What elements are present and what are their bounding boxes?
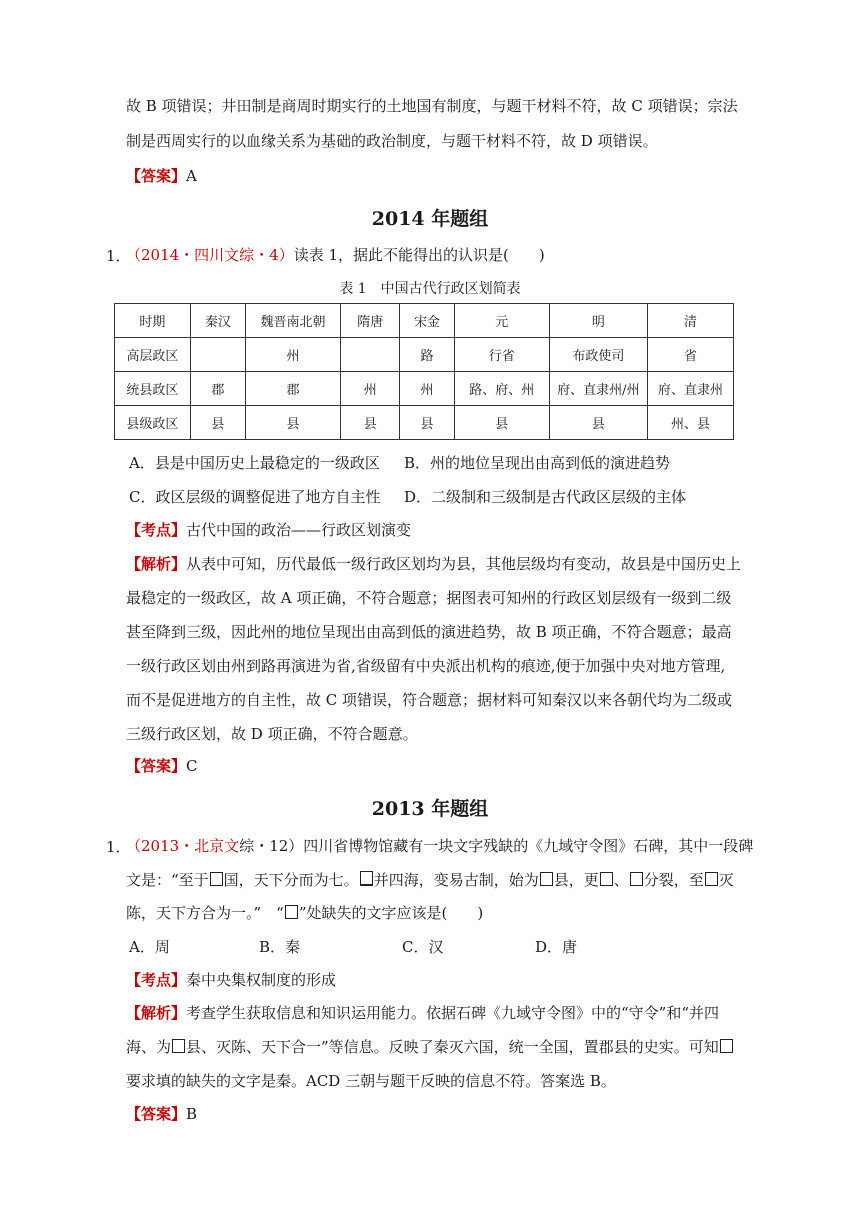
table-cell: 州	[400, 372, 454, 406]
missing-char-box	[630, 872, 643, 886]
option-a: A．县是中国历史上最稳定的一级政区	[129, 454, 380, 472]
table-cell: 县	[400, 406, 454, 440]
table-cell	[190, 338, 245, 372]
table-cell: 布政使司	[549, 338, 647, 372]
missing-char-box	[705, 872, 718, 886]
answer-line	[126, 1104, 197, 1124]
analysis-line	[126, 1037, 734, 1057]
analysis-continued-line: 故 B 项错误；井田制是商周时期实行的土地国有制度，与题干材料不符，故 C 项错误；宗法	[126, 97, 738, 115]
table-cell: 县	[190, 406, 245, 440]
question-text: 县，更	[553, 871, 599, 889]
analysis-tag: 【解析】	[126, 1004, 187, 1022]
section-heading-2013: 2013 年题组	[371, 798, 489, 820]
table-cell: 州、县	[647, 406, 733, 440]
table-row	[115, 406, 734, 440]
analysis-text: 从表中可知，历代最低一级行政区划均为县，其他层级均有变动，故县是中国历史上	[186, 555, 742, 573]
question-text: ”处缺失的文字应该是( )	[298, 904, 484, 922]
question-text: 文是：“至于	[126, 871, 209, 889]
table-cell: 郡	[190, 372, 245, 406]
table-cell: 路、府、州	[454, 372, 549, 406]
table-cell: 县级政区	[115, 406, 191, 440]
question-stem	[126, 836, 753, 856]
option-a: A．周	[129, 938, 170, 956]
question-source: （2013・北京文	[126, 837, 240, 855]
option-d: D．二级制和三级制是古代政区层级的主体	[404, 488, 687, 506]
table-cell: 县	[341, 406, 400, 440]
analysis-continued-line: 制是西周实行的以血缘关系为基础的政治制度，与题干材料不符，故 D 项错误。	[126, 132, 658, 150]
admin-division-table	[114, 303, 734, 440]
table-header-cell: 宋金	[400, 304, 454, 338]
table-header-cell: 清	[647, 304, 733, 338]
answer-line	[126, 756, 198, 776]
exam-point-text: 秦中央集权制度的形成	[186, 971, 337, 989]
missing-char-box	[720, 1039, 733, 1053]
question-source-cont: 综・12）	[239, 837, 304, 855]
analysis-text: 县、灭陈、天下合一”等信息。反映了秦灭六国，统一全国，置郡县的史实。可知	[186, 1038, 719, 1056]
table-cell: 郡	[245, 372, 340, 406]
option-d: D．唐	[535, 938, 578, 956]
missing-char-box	[172, 1039, 185, 1053]
exam-point-tag: 【考点】	[126, 521, 187, 539]
table-row	[115, 338, 734, 372]
table-header-cell: 隋唐	[341, 304, 400, 338]
analysis-line	[126, 1003, 719, 1023]
table-cell: 统县政区	[115, 372, 191, 406]
question-text: 陈，天下方合为一。” “	[126, 904, 284, 922]
analysis-line: 而不是促进地方的自主性，故 C 项错误，符合题意；据材料可知秦汉以来各朝代均为二级或	[126, 691, 733, 709]
answer-tag: 【答案】	[126, 1105, 187, 1123]
analysis-line: 一级行政区划由州到路再演进为省,省级留有中央派出机构的痕迹,便于加强中央对地方管理,	[126, 657, 726, 675]
question-text: 读表 1，据此不能得出的认识是( )	[293, 246, 545, 264]
table-cell: 路	[400, 338, 454, 372]
answer-tag: 【答案】	[126, 167, 187, 185]
question-text: 四川省博物馆藏有一块文字残缺的《九域守令图》石碑，其中一段碑	[303, 837, 754, 855]
question-text: 国，天下分而为七。	[223, 871, 359, 889]
question-source: （2014・四川文综・4）	[126, 246, 294, 264]
analysis-text: 海、为	[126, 1038, 172, 1056]
table-cell: 省	[647, 338, 733, 372]
table-cell: 县	[454, 406, 549, 440]
answer-value: C	[186, 757, 198, 775]
table-cell: 州	[341, 372, 400, 406]
question-stem	[126, 245, 545, 265]
table-caption: 表 1 中国古代行政区划简表	[339, 281, 521, 297]
exam-point-text: 古代中国的政治——行政区划演变	[186, 521, 412, 539]
option-b: B．秦	[259, 938, 301, 956]
question-text: 、	[613, 871, 629, 889]
question-number: 1．	[106, 838, 131, 856]
table-cell: 府、直隶州	[647, 372, 733, 406]
answer-line	[126, 166, 197, 186]
option-c: C．汉	[402, 938, 444, 956]
missing-char-box	[360, 871, 373, 886]
section-heading-2014: 2014 年题组	[371, 208, 489, 230]
table-header-cell: 元	[454, 304, 549, 338]
table-header-cell: 明	[549, 304, 647, 338]
analysis-line: 最稳定的一级政区，故 A 项正确，不符合题意；据图表可知州的行政区划层级有一级到二级	[126, 589, 732, 607]
answer-tag: 【答案】	[126, 757, 187, 775]
option-c: C．政区层级的调整促进了地方自主性	[129, 488, 381, 506]
table-cell: 高层政区	[115, 338, 191, 372]
question-text: 灭	[718, 871, 734, 889]
table-header-cell: 魏晋南北朝	[245, 304, 340, 338]
table-cell: 县	[549, 406, 647, 440]
exam-point-tag: 【考点】	[126, 971, 187, 989]
question-text: 分裂，至	[643, 871, 704, 889]
missing-char-box	[285, 905, 298, 919]
table-cell: 行省	[454, 338, 549, 372]
table-row	[115, 372, 734, 406]
answer-value: A	[186, 167, 197, 185]
missing-char-box	[210, 872, 223, 886]
table-header-cell: 时期	[115, 304, 191, 338]
option-b: B．州的地位呈现出由高到低的演进趋势	[404, 454, 671, 472]
analysis-line: 甚至降到三级，因此州的地位呈现出由高到低的演进趋势，故 B 项正确，不符合题意；最高	[126, 623, 732, 641]
table-header-row	[115, 304, 734, 338]
analysis-line: 三级行政区划，故 D 项正确，不符合题意。	[126, 725, 418, 743]
exam-point-line	[126, 970, 336, 990]
missing-char-box	[600, 872, 613, 886]
missing-char-box	[540, 872, 553, 886]
question-text: 并四海，变易古制，始为	[373, 871, 539, 889]
exam-point-line	[126, 520, 411, 540]
question-number: 1．	[106, 247, 131, 265]
table-cell: 县	[245, 406, 340, 440]
table-header-cell: 秦汉	[190, 304, 245, 338]
table-cell: 州	[245, 338, 340, 372]
analysis-line: 要求填的缺失的文字是秦。ACD 三朝与题干反映的信息不符。答案选 B。	[126, 1072, 616, 1090]
question-stem-line	[126, 903, 483, 923]
table-cell: 府、直隶州/州	[549, 372, 647, 406]
question-stem-line	[126, 870, 734, 890]
table-cell	[341, 338, 400, 372]
answer-value: B	[186, 1105, 198, 1123]
analysis-tag: 【解析】	[126, 555, 187, 573]
analysis-text: 考查学生获取信息和知识运用能力。依据石碑《九域守令图》中的“守令”和“并四	[186, 1004, 720, 1022]
analysis-line	[126, 554, 741, 574]
